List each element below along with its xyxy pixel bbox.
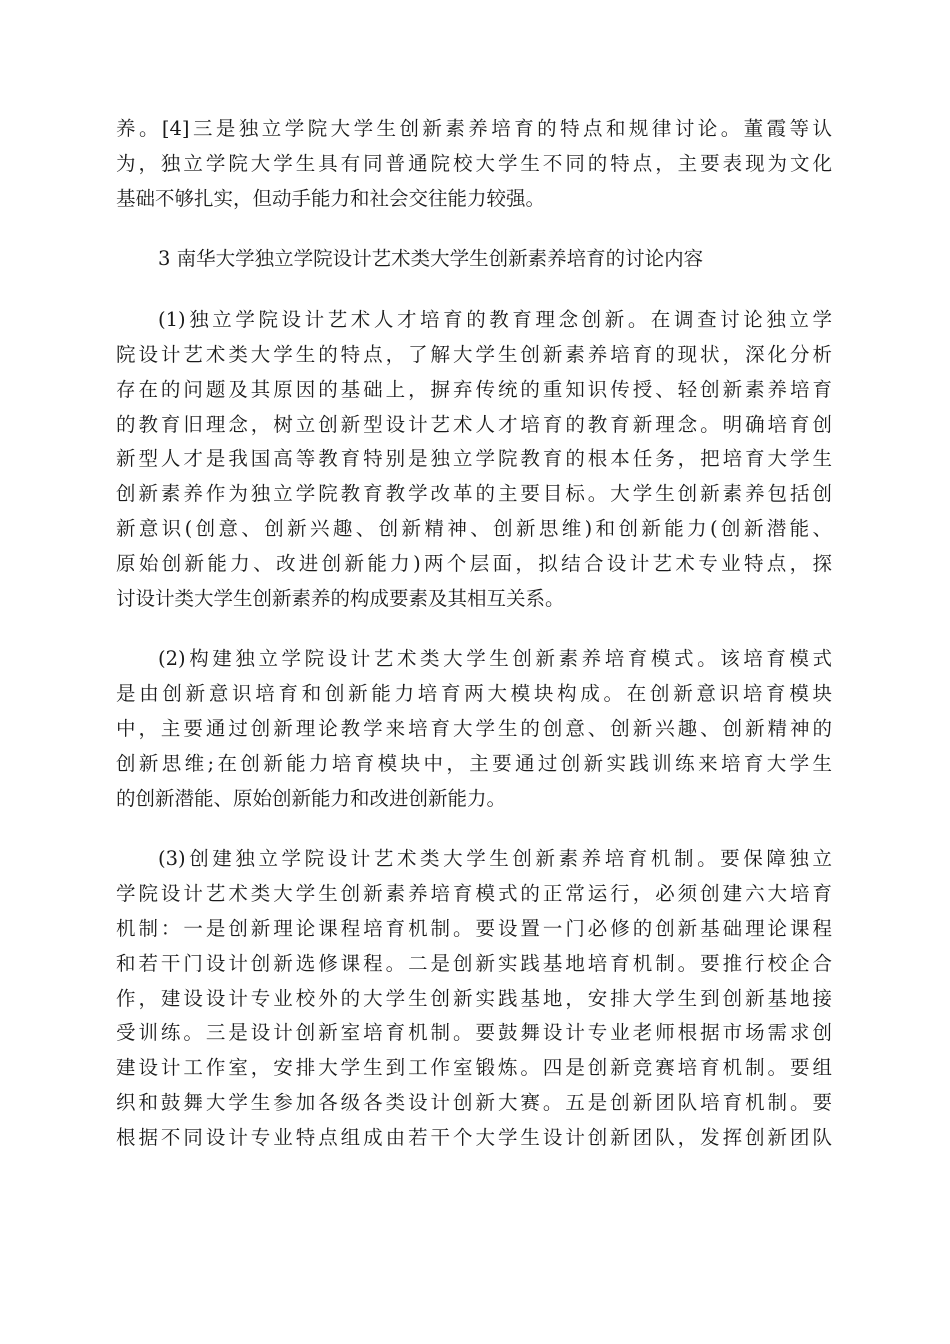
- section-heading: [116, 242, 832, 277]
- text-line: 作，建设设计专业校外的大学生创新实践基地，安排大学生到创新基地接: [116, 986, 832, 1010]
- text-line: 织和鼓舞大学生参加各级各类设计创新大赛。五是创新团队培育机制。要: [116, 1090, 832, 1114]
- text-line: 原始创新能力、改进创新能力)两个层面，拟结合设计艺术专业特点，探: [116, 551, 832, 575]
- text-line: 的教育旧理念，树立创新型设计艺术人才培育的教育新理念。明确培育创: [116, 412, 832, 436]
- text-line: 的创新潜能、原始创新能力和改进创新能力。: [116, 786, 507, 810]
- text-line: 机制：一是创新理论课程培育机制。要设置一门必修的创新基础理论课程: [116, 916, 832, 940]
- text-line: (2)构建独立学院设计艺术类大学生创新素养培育模式。该培育模式: [158, 647, 832, 671]
- text-line: (1)独立学院设计艺术人才培育的教育理念创新。在调查讨论独立学: [158, 308, 832, 332]
- text-line: 中，主要通过创新理论教学来培育大学生的创意、创新兴趣、创新精神的: [116, 716, 832, 740]
- text-line: 创新素养作为独立学院教育教学改革的主要目标。大学生创新素养包括创: [116, 482, 832, 506]
- text-line: 学院设计艺术类大学生创新素养培育模式的正常运行，必须创建六大培育: [116, 882, 832, 906]
- text-line: 和若干门设计创新选修课程。二是创新实践基地培育机制。要推行校企合: [116, 951, 832, 975]
- text-line: 基础不够扎实，但动手能力和社会交往能力较强。: [116, 186, 546, 210]
- text-line: 为，独立学院大学生具有同普通院校大学生不同的特点，主要表现为文化: [116, 151, 832, 175]
- text-line: 根据不同设计专业特点组成由若干个大学生设计创新团队，发挥创新团队: [116, 1125, 832, 1149]
- text-line: 养。[4]三是独立学院大学生创新素养培育的特点和规律讨论。董霞等认: [116, 117, 832, 140]
- text-line: 讨设计类大学生创新素养的构成要素及其相互关系。: [116, 586, 565, 610]
- text-line: 创新思维;在创新能力培育模块中，主要通过创新实践训练来培育大学生: [116, 751, 832, 775]
- text-line: 新型人才是我国高等教育特别是独立学院教育的根本任务，把培育大学生: [116, 447, 832, 471]
- text-line: 建设计工作室，安排大学生到工作室锻炼。四是创新竞赛培育机制。要组: [116, 1056, 832, 1080]
- text-line: 存在的问题及其原因的基础上，摒弃传统的重知识传授、轻创新素养培育: [116, 377, 832, 401]
- paragraph-1: [116, 112, 832, 216]
- paragraph-2: [116, 303, 832, 616]
- paragraph-3: [116, 642, 832, 816]
- text-line: 院设计艺术类大学生的特点，了解大学生创新素养培育的现状，深化分析: [116, 342, 832, 366]
- section-heading-text: 3 南华大学独立学院设计艺术类大学生创新素养培育的讨论内容: [158, 247, 704, 271]
- paragraph-4: [116, 842, 832, 1155]
- text-line: (3)创建独立学院设计艺术类大学生创新素养培育机制。要保障独立: [158, 847, 832, 871]
- text-line: 是由创新意识培育和创新能力培育两大模块构成。在创新意识培育模块: [116, 682, 832, 706]
- document-body: [116, 112, 832, 1156]
- text-line: 受训练。三是设计创新室培育机制。要鼓舞设计专业老师根据市场需求创: [116, 1021, 832, 1045]
- text-line: 新意识(创意、创新兴趣、创新精神、创新思维)和创新能力(创新潜能、: [116, 516, 832, 540]
